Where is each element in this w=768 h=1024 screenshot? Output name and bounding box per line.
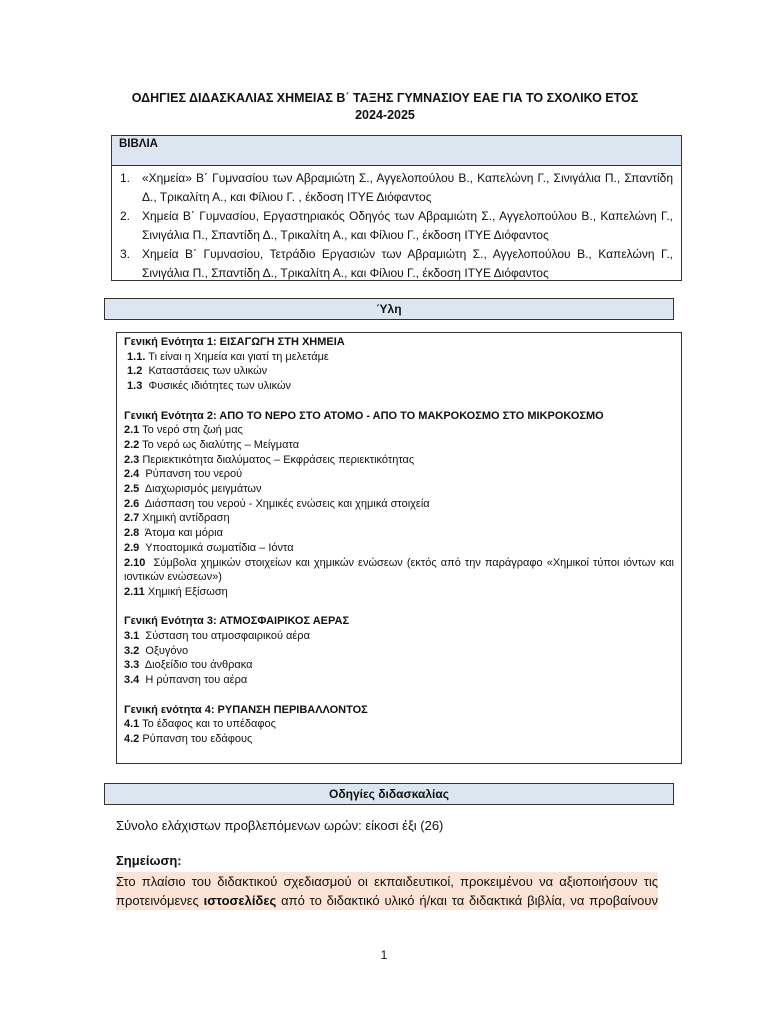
syllabus-item-text: Διαχωρισμός μειγμάτων xyxy=(139,483,262,496)
note-line-2-end: από το διδακτικό υλικό ή/και τα διδακτικά βιβλία, να προβαίνουν xyxy=(276,893,658,908)
syllabus-item-code: 1.1. xyxy=(124,350,146,363)
syllabus-item-code: 1.2 xyxy=(124,365,143,378)
note-line-1: Στο πλαίσιο του διδακτικού σχεδιασμού οι εκπαιδευτικοί, προκειμένου να αξιοποιήσουν τις xyxy=(116,874,658,889)
books-heading: ΒΙΒΛΙΑ xyxy=(112,136,681,166)
syllabus-item xyxy=(124,673,674,688)
syllabus-item-code: 2.5 xyxy=(124,483,140,496)
syllabus-item xyxy=(124,556,678,585)
syllabus-item xyxy=(124,350,674,365)
syllabus-item-text: Ρύπανση του νερού xyxy=(139,468,243,481)
syllabus-item-text: Υποατομικά σωματίδια – Ιόντα xyxy=(139,541,294,554)
syllabus-item-code: 3.2 xyxy=(124,644,140,657)
syllabus-item-code: 3.1 xyxy=(124,630,140,643)
syllabus-item-text: Οξυγόνο xyxy=(139,644,189,657)
syllabus-item-text: Καταστάσεις των υλικών xyxy=(142,365,268,378)
syllabus-item xyxy=(124,541,674,556)
syllabus-item-text: Σύμβολα χημικών στοιχείων και χημικών ενώσεων (εκτός από την παράγραφο «Χημικοί τύποι ιόντων και ιοντικών ενώσεων») xyxy=(124,556,678,584)
unit-title: Γενική Ενότητα 1: ΕΙΣΑΓΩΓΗ ΣΤΗ ΧΗΜΕΙΑ xyxy=(124,336,345,348)
books-list xyxy=(112,166,681,283)
syllabus-item-text: Το έδαφος και το υπέδαφος xyxy=(139,718,276,731)
book-item xyxy=(120,207,673,245)
syllabus-item-code: 4.1 xyxy=(124,718,140,731)
syllabus-item-code: 2.8 xyxy=(124,527,140,540)
note-label: Σημείωση: xyxy=(116,853,182,868)
note-text xyxy=(116,872,658,910)
syllabus-item-text: Χημική αντίδραση xyxy=(139,512,230,525)
syllabus-item-code: 2.7 xyxy=(124,512,140,525)
syllabus-item-code: 4.2 xyxy=(124,732,140,745)
syllabus-item xyxy=(124,482,674,497)
syllabus-item-text: Περιεκτικότητα διαλύματος – Εκφράσεις περιεκτικότητας xyxy=(139,453,415,466)
syllabus-item-code: 2.4 xyxy=(124,468,140,481)
syllabus-item-text: Χημική Εξίσωση xyxy=(144,585,228,598)
syllabus-item-text: Σύσταση του ατμοσφαιρικού αέρα xyxy=(139,630,310,643)
book-item xyxy=(120,245,673,283)
page-number: 1 xyxy=(380,948,388,962)
syllabus-item xyxy=(124,467,674,482)
syllabus-item-code: 2.9 xyxy=(124,541,140,554)
min-hours-text: Σύνολο ελάχιστων προβλεπόμενων ωρών: είκοσι έξι (26) xyxy=(116,818,444,833)
syllabus-item-code: 2.1 xyxy=(124,424,140,437)
syllabus-item xyxy=(124,438,674,453)
note-line-2-start: προτεινόμενες xyxy=(116,893,204,908)
unit-title: Γενική Ενότητα 2: ΑΠΟ ΤΟ ΝΕΡΟ ΣΤΟ ΑΤΟΜΟ - ΑΠΟ ΤΟ ΜΑΚΡΟΚΟΣΜΟ ΣΤΟ ΜΙΚΡΟΚΟΣΜΟ xyxy=(124,409,604,422)
syllabus-item xyxy=(124,732,674,747)
syllabus-item xyxy=(124,585,674,600)
syllabus-item-code: 2.11 xyxy=(124,585,145,598)
book-text: Χημεία Β΄ Γυμνασίου, Τετράδιο Εργασιών των Αβραμιώτη Σ., Αγγελοπούλου Β., Καπελώνη Γ., Σινιγάλια Π., Σπαντίδη Δ., Τρικαλίτη Α., και Φίλιου Γ., έκδοση ΙΤΥΕ Διόφαντος xyxy=(142,247,673,280)
books-table xyxy=(111,135,682,281)
syllabus-heading: Ύλη xyxy=(104,298,674,320)
book-number: 2. xyxy=(120,209,131,223)
syllabus-item-text: Άτομα και μόρια xyxy=(139,527,223,540)
book-text: «Χημεία» Β΄ Γυμνασίου των Αβραμιώτη Σ., Αγγελοπούλου Β., Καπελώνη Γ., Σινιγάλια Π., Σπαντίδη Δ., Τρικαλίτη Α., και Φίλιου Γ. , έκδοση ΙΤΥΕ Διόφαντος xyxy=(142,171,673,204)
syllabus-item-text: Η ρύπανση του αέρα xyxy=(139,674,248,687)
syllabus-item xyxy=(124,511,674,526)
syllabus-item xyxy=(124,629,674,644)
instructions-heading: Οδηγίες διδασκαλίας xyxy=(104,783,674,805)
syllabus-item-text: Το νερό στη ζωή μας xyxy=(139,424,243,437)
syllabus-item-code: 1.3 xyxy=(124,380,143,393)
syllabus-item xyxy=(124,658,674,673)
syllabus-item-code: 3.3 xyxy=(124,659,140,672)
syllabus-item-code: 2.3 xyxy=(124,453,140,466)
syllabus-item-code: 3.4 xyxy=(124,674,140,687)
book-text: Χημεία Β΄ Γυμνασίου, Εργαστηριακός Οδηγός των Αβραμιώτη Σ., Αγγελοπούλου Β., Καπελώνη Γ., Σινιγάλια Π., Σπαντίδη Δ., Τρικαλίτη Α., και Φίλιου Γ., έκδοση ΙΤΥΕ Διόφαντος xyxy=(142,209,673,242)
unit-spacer xyxy=(124,600,674,615)
document-title: ΟΔΗΓΙΕΣ ΔΙΔΑΣΚΑΛΙΑΣ ΧΗΜΕΙΑΣ Β΄ ΤΑΞΗΣ ΓΥΜΝΑΣΙΟΥ ΕΑΕ ΓΙΑ ΤΟ ΣΧΟΛΙΚΟ ΕΤΟΣ 2024-2025 xyxy=(131,91,639,122)
unit-title: Γενική ενότητα 4: ΡΥΠΑΝΣΗ ΠΕΡΙΒΑΛΛΟΝΤΟΣ xyxy=(124,703,368,716)
syllabus-item xyxy=(124,497,674,512)
syllabus-item xyxy=(124,526,674,541)
syllabus-item-text: Διάσπαση του νερού - Χημικές ενώσεις και χημικά στοιχεία xyxy=(139,497,430,510)
syllabus-item-code: 2.6 xyxy=(124,497,140,510)
syllabus-item-code: 2.2 xyxy=(124,438,140,451)
syllabus-item xyxy=(124,644,674,659)
syllabus-box xyxy=(116,332,682,764)
syllabus-item-text: Ρύπανση του εδάφους xyxy=(139,732,253,745)
note-websites-bold: ιστοσελίδες xyxy=(203,893,277,908)
syllabus-item xyxy=(124,423,674,438)
syllabus-item-text: Τι είναι η Χημεία και γιατί τη μελετάμε xyxy=(145,350,329,363)
syllabus-item-text: Διοξείδιο του άνθρακα xyxy=(139,659,253,672)
book-item xyxy=(120,169,673,207)
syllabus-item xyxy=(124,717,674,732)
syllabus-item-text: Φυσικές ιδιότητες των υλικών xyxy=(142,380,292,393)
unit-spacer xyxy=(124,688,674,703)
note-line-2 xyxy=(116,891,658,910)
unit-title: Γενική Ενότητα 3: ΑΤΜΟΣΦΑΙΡΙΚΟΣ ΑΕΡΑΣ xyxy=(124,615,350,628)
unit-spacer xyxy=(124,394,674,409)
syllabus-item xyxy=(124,364,674,379)
book-number: 1. xyxy=(120,171,131,185)
syllabus-item xyxy=(124,379,674,394)
syllabus-item-text: Το νερό ως διαλύτης – Μείγματα xyxy=(139,438,300,451)
book-number: 3. xyxy=(120,247,131,261)
syllabus-item xyxy=(124,453,674,468)
syllabus-item-code: 2.10 xyxy=(124,556,146,569)
